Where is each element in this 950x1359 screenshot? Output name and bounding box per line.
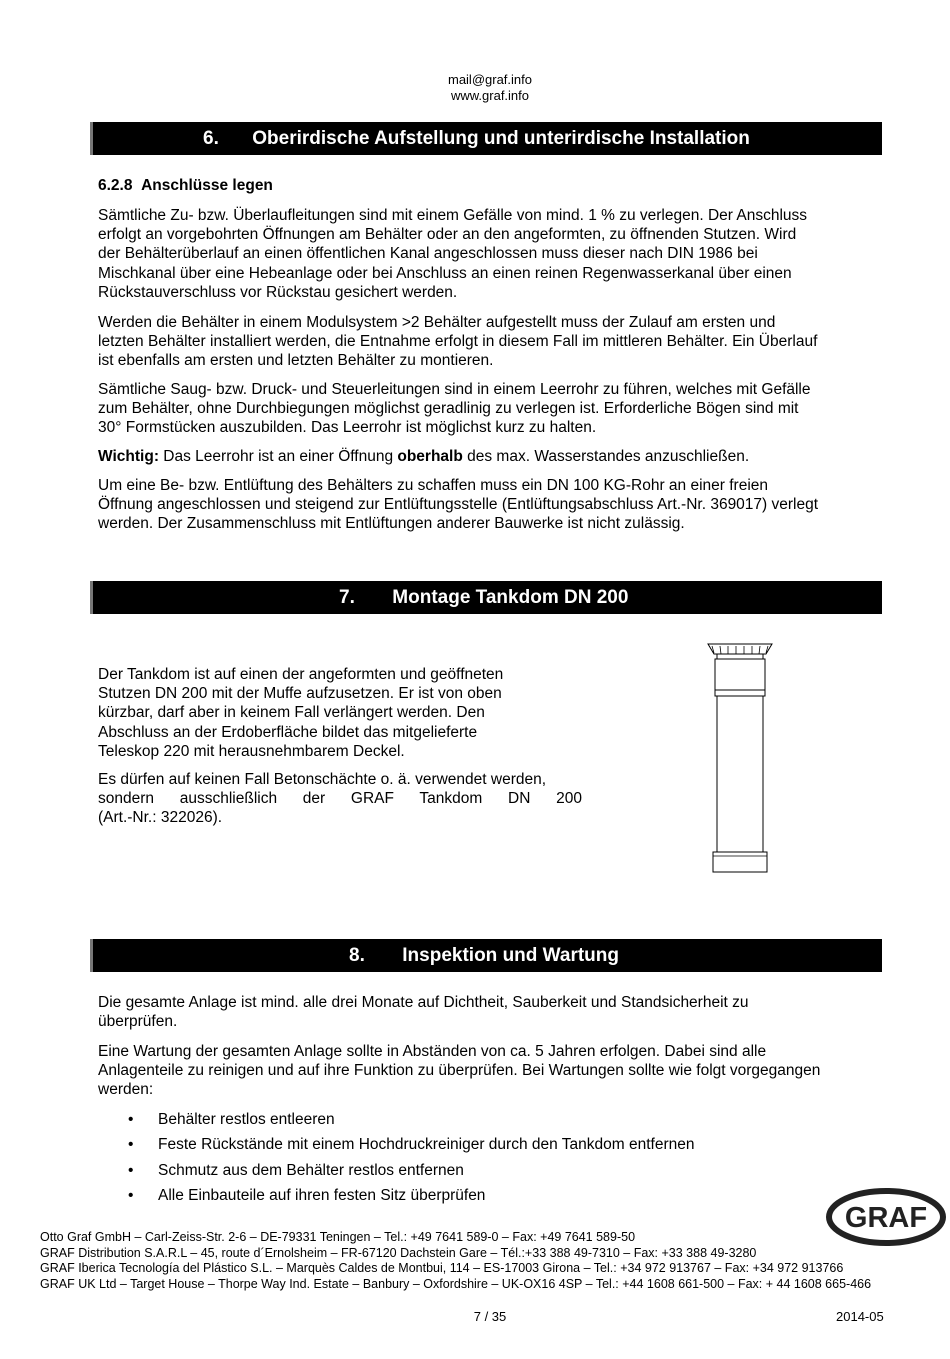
list-item (98, 1161, 694, 1186)
important-emphasis: oberhalb (397, 448, 463, 465)
footer-line: GRAF Distribution S.A.R.L – 45, route d´Ernolsheim – FR-67120 Dachstein Gare – Tél.:+33 388 49-7310 – Fax: +33 388 49-3280 (40, 1245, 757, 1260)
section-6-title: Oberirdische Aufstellung und unterirdische Installation (252, 128, 750, 149)
s6-paragraph-5 (98, 476, 878, 534)
footer-line: GRAF Iberica Tecnología del Plástico S.L. – Marquès Caldes de Montbui, 114 – ES-17003 Girona – Tel.: +34 972 913767 – Fax: +34 972 913766 (40, 1261, 844, 1275)
section-7-heading (90, 581, 882, 614)
page-number: 7 / 35 (473, 1309, 507, 1324)
text-line: werden. Der Zusammenschluss mit Entlüftungen anderer Bauwerke ist nicht zulässig. (98, 515, 685, 533)
bullet-icon: • (128, 1161, 134, 1179)
text-line: Sämtliche Zu- bzw. Überlaufleitungen sind mit einem Gefälle von mind. 1 % zu verlegen. Der Anschluss (98, 207, 808, 224)
text-line: Abschluss an der Erdoberfläche bildet das mitgelieferte (98, 723, 478, 741)
text-line: überprüfen. (98, 1013, 178, 1031)
header-website: www.graf.info (450, 88, 530, 103)
text-line: der Behälterüberlauf an einen öffentlichen Kanal angeschlossen muss dieser nach DIN 1986 bei (98, 245, 758, 263)
section-8-title: Inspektion und Wartung (402, 945, 619, 966)
list-item (98, 1186, 694, 1211)
important-text-b: des max. Wasserstandes anzuschließen. (462, 448, 750, 465)
text-line: werden: (98, 1081, 154, 1099)
logo-text: GRAF (844, 1202, 928, 1234)
text-line: Anlagenteile zu reinigen und auf ihre Funktion zu überprüfen. Bei Wartungen sollte wie folgt vorgegangen (98, 1062, 821, 1080)
text-line: letzten Behälter installiert werden, die Entnahme erfolgt in diesem Fall im mittleren Behälter. Ein Überlauf (98, 333, 818, 351)
section-8-heading (90, 939, 882, 972)
important-text-a: Das Leerrohr ist an einer Öffnung (159, 448, 398, 465)
header-email: mail@graf.info (447, 72, 532, 87)
text-line: Eine Wartung der gesamten Anlage sollte in Abständen von ca. 5 Jahren erfolgen. Dabei sind alle (98, 1043, 767, 1060)
footer-line: GRAF UK Ltd – Target House – Thorpe Way Ind. Estate – Banbury – Oxfordshire – UK-OX16 4SP – Tel.: +44 1608 661-500 – Fax: + 44 1608 665-466 (40, 1276, 872, 1291)
maintenance-list (98, 1110, 694, 1211)
s7-paragraph-1 (98, 665, 582, 761)
footer-line: Otto Graf GmbH – Carl-Zeiss-Str. 2-6 – DE-79331 Teningen – Tel.: +49 7641 589-0 – Fax: +49 7641 589-50 (40, 1230, 636, 1244)
text-line: Öffnung angeschlossen und steigend zur Entlüftungsstelle (Entlüftungsabschluss Art.-Nr. 369017) verlegt (98, 496, 819, 514)
text-line: Stutzen DN 200 mit der Muffe aufzusetzen. Er ist von oben (98, 685, 502, 703)
text-line: Die gesamte Anlage ist mind. alle drei Monate auf Dichtheit, Sauberkeit und Standsicherheit zu (98, 994, 749, 1011)
s6-paragraph-1 (98, 206, 878, 302)
subsection-heading (98, 177, 273, 195)
section-7-number: 7. (339, 587, 355, 608)
list-item (98, 1135, 694, 1160)
bullet-icon: • (128, 1136, 134, 1154)
list-item-text: Behälter restlos entleeren (158, 1111, 335, 1128)
text-line: Sämtliche Saug- bzw. Druck- und Steuerleitungen sind in einem Leerrohr zu führen, welches mit Gefälle (98, 381, 811, 398)
bullet-icon: • (128, 1186, 134, 1204)
section-7-title: Montage Tankdom DN 200 (392, 587, 629, 608)
subsection-number: 6.2.8 (98, 177, 133, 194)
text-line: Es dürfen auf keinen Fall Betonschächte o. ä. verwendet werden, (98, 771, 547, 788)
s8-paragraph-1 (98, 993, 878, 1031)
list-item-text: Feste Rückstände mit einem Hochdruckreiniger durch den Tankdom entfernen (158, 1136, 695, 1154)
list-item-text: Schmutz aus dem Behälter restlos entfernen (158, 1161, 464, 1179)
text-line: Mischkanal über eine Hebeanlage oder bei Anschluss an einen reinen Regenwasserkanal über einen (98, 264, 792, 282)
text-line: erfolgt an vorgebohrten Öffnungen am Behälter oder an den angeformten, zu öffnenden Stutzen. Wird (98, 226, 797, 244)
s6-important-note (98, 447, 878, 466)
text-line: Werden die Behälter in einem Modulsystem >2 Behälter aufgestellt muss der Zulauf am ersten und (98, 314, 776, 331)
important-label: Wichtig: (98, 448, 159, 465)
text-line: Der Tankdom ist auf einen der angeformten und geöffneten (98, 666, 504, 683)
s6-paragraph-3 (98, 380, 878, 438)
bullet-icon: • (128, 1111, 134, 1128)
text-line: (Art.-Nr.: 322026). (98, 809, 223, 827)
list-item (98, 1110, 694, 1135)
section-6-number: 6. (203, 128, 219, 149)
text-line: 30° Formstücken auszubilden. Das Leerrohr ist möglichst kurz zu halten. (98, 419, 597, 437)
text-line: Teleskop 220 mit herausnehmbarem Deckel. (98, 742, 405, 760)
text-line: kürzbar, darf aber in keinem Fall verlängert werden. Den (98, 704, 485, 722)
s6-paragraph-2 (98, 313, 878, 371)
section-6-heading (90, 122, 882, 155)
tankdom-illustration (700, 640, 780, 875)
text-line: zum Behälter, ohne Durchbiegungen möglichst geradlinig zu verlegen ist. Erforderliche Bögen sind mit (98, 400, 799, 418)
text-line: Rückstauverschluss vor Rückstau gesichert werden. (98, 283, 458, 301)
list-item-text: Alle Einbauteile auf ihren festen Sitz überprüfen (158, 1186, 486, 1204)
subsection-title: Anschlüsse legen (141, 177, 273, 194)
section-8-number: 8. (349, 945, 365, 966)
text-line: Um eine Be- bzw. Entlüftung des Behälters zu schaffen muss ein DN 100 KG-Rohr an einer freien (98, 477, 769, 494)
s7-paragraph-2 (98, 770, 582, 828)
footer-addresses (40, 1230, 871, 1292)
text-line: ist ebenfalls am ersten und letzten Behälter zu montieren. (98, 352, 494, 370)
document-date: 2014-05 (836, 1309, 884, 1324)
s8-paragraph-2 (98, 1042, 878, 1100)
text-line: sondern ausschließlich der GRAF Tankdom DN 200 (98, 790, 582, 808)
